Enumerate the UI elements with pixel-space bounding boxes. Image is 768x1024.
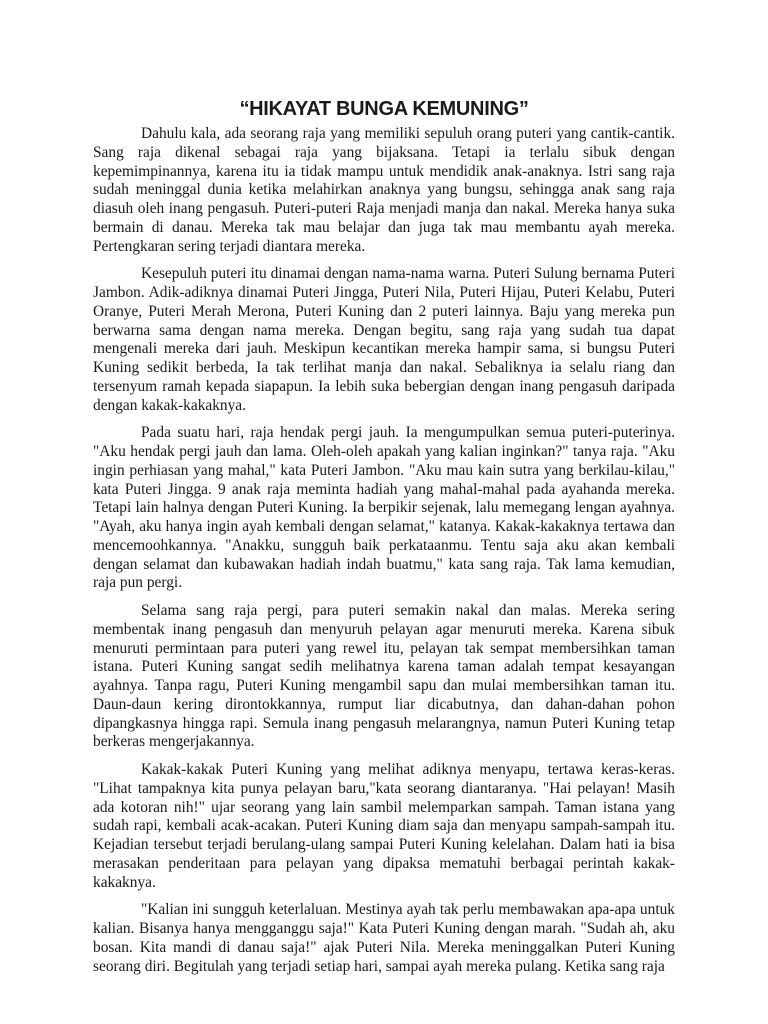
paragraph-5: Kakak-kakak Puteri Kuning yang melihat adiknya menyapu, tertawa keras-keras. "Lihat tampaknya kita punya pelayan baru,"kata seorang diantaranya. "Hai pelayan! Masih ada kotoran nih!" ujar seorang yang lain sambil melemparkan sampah. Taman istana yang sudah rapi, kembali acak-acakan. Puteri Kuning diam saja dan menyapu sampah-sampah itu. Kejadian tersebut terjadi berulang-ulang sampai Puteri Kuning kelelahan. Dalam hati ia bisa merasakan penderitaan para pelayan yang dipaksa mematuhi berbagai perintah kakak-kakaknya. — [93, 761, 675, 891]
paragraph-3: Pada suatu hari, raja hendak pergi jauh. Ia mengumpulkan semua puteri-puterinya. "Aku hendak pergi jauh dan lama. Oleh-oleh apakah yang kalian inginkan?" tanya raja. "Aku ingin perhiasan yang mahal," kata Puteri Jambon. "Aku mau kain sutra yang berkilau-kilau," kata Puteri Jingga. 9 anak raja meminta hadiah yang mahal-mahal pada ayahanda mereka. Tetapi lain halnya dengan Puteri Kuning. Ia berpikir sejenak, lalu memegang lengan ayahnya. "Ayah, aku hanya ingin ayah kembali dengan selamat," katanya. Kakak-kakaknya tertawa dan mencemoohkannya. "Anakku, sungguh baik perkataanmu. Tentu saja aku akan kembali dengan selamat dan kubawakan hadiah indah buatmu," kata sang raja. Tak lama kemudian, raja pun pergi. — [93, 424, 675, 592]
document-title: “HIKAYAT BUNGA KEMUNING” — [239, 98, 529, 120]
paragraph-4: Selama sang raja pergi, para puteri semakin nakal dan malas. Mereka sering membentak inang pengasuh dan menyuruh pelayan agar menuruti mereka. Karena sibuk menuruti permintaan para puteri yang rewel itu, pelayan tak sempat membersihkan taman istana. Puteri Kuning sangat sedih melihatnya karena taman adalah tempat kesayangan ayahnya. Tanpa ragu, Puteri Kuning mengambil sapu dan mulai membersihkan taman itu. Daun-daun kering dirontokkannya, rumput liar dicabutnya, dan dahan-dahan pohon dipangkasnya hingga rapi. Semula inang pengasuh melarangnya, namun Puteri Kuning tetap berkeras mengerjakannya. — [93, 602, 675, 751]
document-page — [93, 96, 675, 985]
paragraph-2: Kesepuluh puteri itu dinamai dengan nama-nama warna. Puteri Sulung bernama Puteri Jambon. Adik-adiknya dinamai Puteri Jingga, Puteri Nila, Puteri Hijau, Puteri Kelabu, Puteri Oranye, Puteri Merah Merona, Puteri Kuning dan 2 puteri lainnya. Baju yang mereka pun berwarna sama dengan nama mereka. Dengan begitu, sang raja yang sudah tua dapat mengenali mereka dari jauh. Meskipun kecantikan mereka hampir sama, si bungsu Puteri Kuning sedikit berbeda, Ia tak terlihat manja dan nakal. Sebaliknya ia selalu riang dan tersenyum ramah kepada siapapun. Ia lebih suka bebergian dengan inang pengasuh daripada dengan kakak-kakaknya. — [93, 265, 675, 414]
paragraph-1: Dahulu kala, ada seorang raja yang memiliki sepuluh orang puteri yang cantik-cantik. Sang raja dikenal sebagai raja yang bijaksana. Tetapi ia terlalu sibuk dengan kepemimpinannya, karena itu ia tidak mampu untuk mendidik anak-anaknya. Istri sang raja sudah meninggal dunia ketika melahirkan anaknya yang bungsu, sehingga anak sang raja diasuh oleh inang pengasuh. Puteri-puteri Raja menjadi manja dan nakal. Mereka hanya suka bermain di danau. Mereka tak mau belajar dan juga tak mau membantu ayah mereka. Pertengkaran sering terjadi diantara mereka. — [93, 125, 675, 255]
paragraph-6: "Kalian ini sungguh keterlaluan. Mestinya ayah tak perlu membawakan apa-apa untuk kalian. Bisanya hanya mengganggu saja!" Kata Puteri Kuning dengan marah. "Sudah ah, aku bosan. Kita mandi di danau saja!" ajak Puteri Nila. Mereka meninggalkan Puteri Kuning seorang diri. Begitulah yang terjadi setiap hari, sampai ayah mereka pulang. Ketika sang raja — [93, 901, 675, 975]
